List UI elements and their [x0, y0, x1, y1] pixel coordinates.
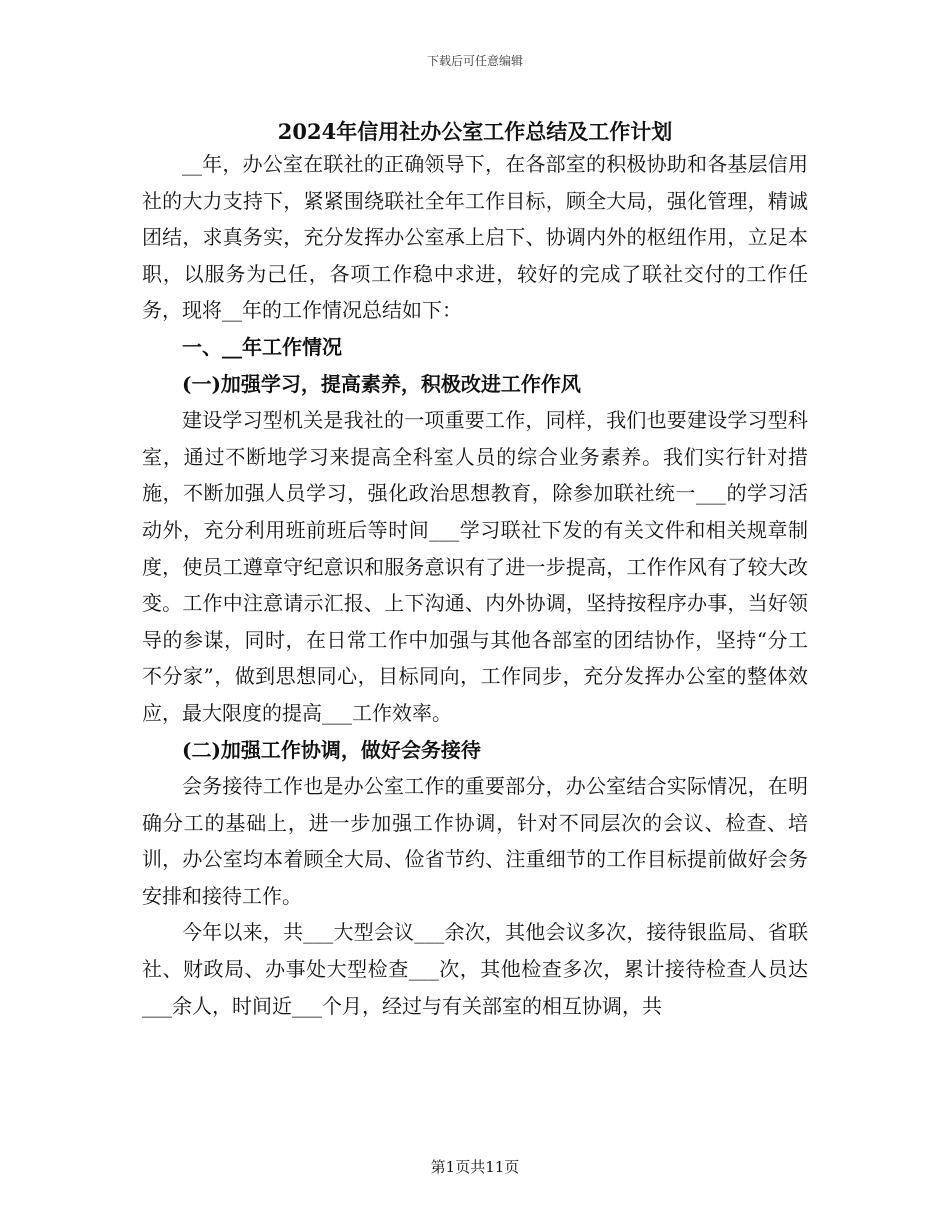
intro-paragraph: __年，办公室在联社的正确领导下，在各部室的积极协助和各基层信用社的大力支持下，紧紧围绕联社全年工作目标，顾全大局，强化管理，精诚团结，求真务实，充分发挥办公室承上启下、协调内外的枢纽作用，立足本职，以服务为己任，各项工作稳中求进，较好的完成了联社交付的工作任务，现将__年的工作情况总结如下：: [142, 152, 808, 323]
subsection-heading-2: (二)加强工作协调，做好会务接待: [182, 737, 481, 762]
section-heading-1: 一、__年工作情况: [182, 334, 342, 359]
page-number-footer: 第1页共11页: [430, 1158, 520, 1176]
document-body: [142, 146, 808, 1024]
subsection-heading-1: (一)加强学习，提高素养，积极改进工作作风: [182, 371, 581, 396]
body-paragraph: 建设学习型机关是我社的一项重要工作，同样，我们也要建设学习型科室，通过不断地学习来提高全科室人员的综合业务素养。我们实行针对措施，不断加强人员学习，强化政治思想教育，除参加联社统一___的学习活动外，充分利用班前班后等时间___学习联社下发的有关文件和相关规章制度，使员工遵章守纪意识和服务意识有了进一步提高，工作作风有了较大改变。工作中注意请示汇报、上下沟通、内外协调，坚持按程序办事，当好领导的参谋，同时，在日常工作中加强与其他各部室的团结协作，坚持“分工不分家”，做到思想同心，目标同向，工作同步，充分发挥办公室的整体效应，最大限度的提高___工作效率。: [142, 408, 808, 725]
body-paragraph: 今年以来，共___大型会议___余次，其他会议多次，接待银监局、省联社、财政局、办事处大型检查___次，其他检查多次，累计接待检查人员达___余人，时间近___个月，经过与有关部室的相互协调，共: [142, 920, 808, 1018]
document-title: 2024年信用社办公室工作总结及工作计划: [277, 119, 673, 144]
body-paragraph: 会务接待工作也是办公室工作的重要部分，办公室结合实际情况，在明确分工的基础上，进一步加强工作协调，针对不同层次的会议、检查、培训，办公室均本着顾全大局、俭省节约、注重细节的工作目标提前做好会务安排和接待工作。: [142, 774, 808, 908]
page-header-note: 下载后可任意编辑: [426, 54, 523, 68]
